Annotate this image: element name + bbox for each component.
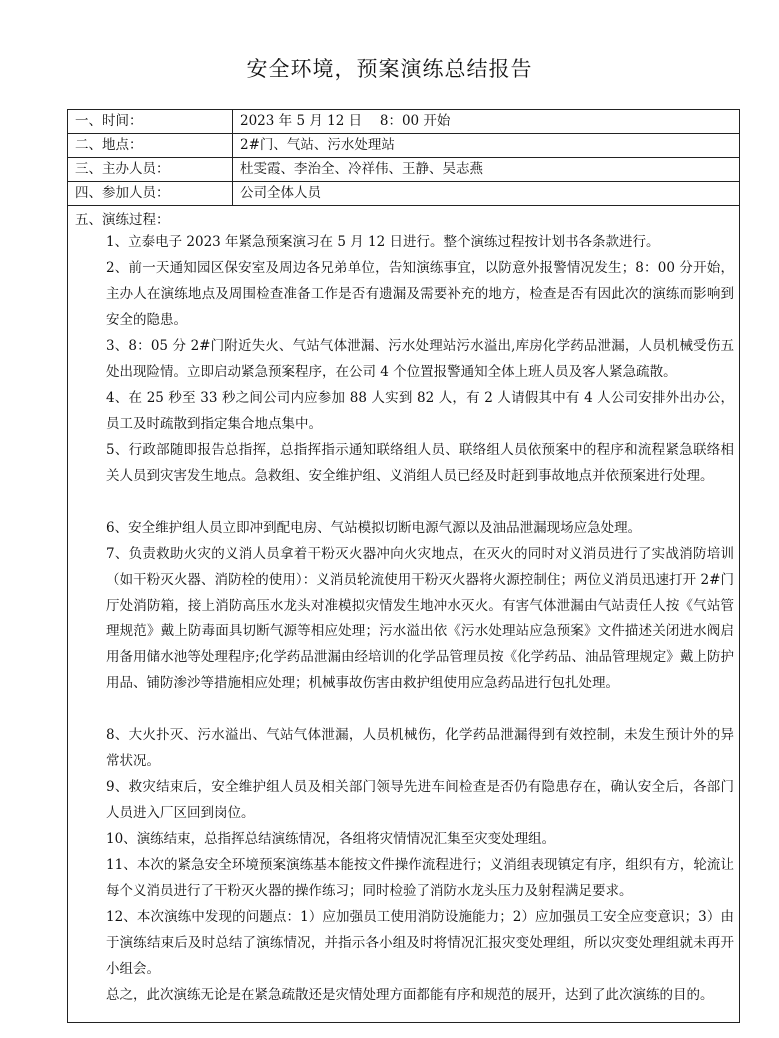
item-text: 本次演练中发现的问题点：1）应加强员工使用消防设施能力；2）应加强员工安全应变意识；3）由于演练结束后及时总结了演练情况，并指示各小组及时将情况汇报灾变处理组，所以灾变处理组就未再开小组会。 xyxy=(106,909,734,977)
process-item xyxy=(106,438,734,490)
process-item xyxy=(106,853,734,905)
process-item xyxy=(106,723,734,775)
item-number: 10、 xyxy=(106,831,137,847)
info-row-location xyxy=(68,134,739,158)
item-number: 12、 xyxy=(106,909,137,925)
process-item xyxy=(106,827,734,853)
item-text: 演练结束，总指挥总结演练情况，各组将灾情情况汇集至灾变处理组。 xyxy=(136,831,556,847)
process-item xyxy=(106,334,734,386)
process-item xyxy=(106,256,734,333)
info-key: 一、时间： xyxy=(68,110,233,133)
item-text: 大火扑灭、污水溢出、气站气体泄漏，人员机械伤，化学药品泄漏得到有效控制，未发生预计外的异常状况。 xyxy=(106,727,735,769)
item-number: 8、 xyxy=(106,727,129,743)
process-item xyxy=(106,386,734,438)
info-row-organizers xyxy=(68,158,739,182)
process-item xyxy=(106,230,734,256)
info-key: 四、参加人员： xyxy=(68,182,233,205)
info-value: 杜雯霞、李治全、冷祥伟、王静、吴志燕 xyxy=(240,161,483,177)
info-value: 2#门、气站、污水处理站 xyxy=(240,137,395,153)
info-value: 公司全体人员 xyxy=(240,185,321,201)
process-item xyxy=(106,905,734,982)
process-item xyxy=(106,516,734,542)
item-number: 3、 xyxy=(106,338,129,354)
item-number: 2、 xyxy=(106,260,129,276)
info-key: 三、主办人员： xyxy=(68,158,233,181)
process-item xyxy=(106,775,734,827)
item-text: 负责救助火灾的义消人员拿着干粉灭火器冲向火灾地点，在灭火的同时对义消员进行了实战消防培训（如干粉灭火器、消防栓的使用）：义消员轮流使用干粉灭火器将火源控制住；两位义消员迅速打开 2#门厅处消防箱，接上消防高压水龙头对准模拟灾情发生地冲水灭火。有害气体泄漏由气站责任人按《气站管理规范》戴上防毒面具切断气源等相应处理；污水溢出依《污水处理站应急预案》文件描述关闭进水阀启用备用储水池等处理程序;化学药品泄漏由经培训的化学品管理员按《化学药品、油品管理规定》戴上防护用品、铺防渗沙等措施相应处理；机械事故伤害由救护组使用应急药品进行包扎处理。 xyxy=(106,546,735,691)
conclusion xyxy=(106,983,734,1009)
item-number: 5、 xyxy=(106,442,129,458)
item-number: 6、 xyxy=(106,520,129,536)
item-number: 11、 xyxy=(106,857,137,873)
item-number: 7、 xyxy=(106,546,129,562)
process-heading: 五、演练过程： xyxy=(75,212,170,228)
process-item xyxy=(106,542,734,697)
info-row-participants xyxy=(68,182,739,206)
conclusion-text: 总之，此次演练无论是在紧急疏散还是灾情处理方面都能有序和规范的展开，达到了此次演练的目的。 xyxy=(106,987,714,1003)
document-title: 安全环境，预案演练总结报告 xyxy=(246,57,533,81)
info-key: 二、地点： xyxy=(68,134,233,157)
item-text: 前一天通知园区保安室及周边各兄弟单位，告知演练事宜，以防意外报警情况发生；8：00 分开始，主办人在演练地点及周围检查准备工作是否有遗漏及需要补充的地方，检查是否有因此次的演练而影响到安全的隐患。 xyxy=(106,260,734,328)
info-row-time xyxy=(68,110,739,134)
item-number: 1、 xyxy=(106,234,129,250)
item-number: 4、 xyxy=(106,390,129,406)
item-number: 9、 xyxy=(106,779,129,795)
item-text: 安全维护组人员立即冲到配电房、气站模拟切断电源气源以及油品泄漏现场应急处理。 xyxy=(128,520,642,536)
item-text: 在 25 秒至 33 秒之间公司内应参加 88 人实到 82 人，有 2 人请假其中有 4 人公司安排外出办公，员工及时疏散到指定集合地点集中。 xyxy=(106,390,734,432)
item-text: 救灾结束后，安全维护组人员及相关部门领导先进车间检查是否仍有隐患存在，确认安全后，各部门人员进入厂区回到岗位。 xyxy=(106,779,735,821)
info-value: 2023 年 5 月 12 日 8：00 开始 xyxy=(240,113,451,129)
item-text: 立泰电子 2023 年紧急预案演习在 5 月 12 日进行。整个演练过程按计划书各条款进行。 xyxy=(128,234,660,250)
item-text: 行政部随即报告总指挥，总指挥指示通知联络组人员、联络组人员依预案中的程序和流程紧急联络相关人员到灾害发生地点。急救组、安全维护组、义消组人员已经及时赶到事故地点并依预案进行处理。 xyxy=(106,442,735,484)
item-text: 本次的紧急安全环境预案演练基本能按文件操作流程进行；义消组表现镇定有序，组织有方，轮流让每个义消员进行了干粉灭火器的操作练习；同时检验了消防水龙头压力及射程满足要求。 xyxy=(106,857,734,899)
report-table xyxy=(67,109,740,1023)
item-text: 8：05 分 2#门附近失火、气站气体泄漏、污水处理站污水溢出,库房化学药品泄漏，人员机械受伤五处出现险情。立即启动紧急预案程序，在公司 4 个位置报警通知全体上班人员及客人紧急疏散。 xyxy=(106,338,735,380)
